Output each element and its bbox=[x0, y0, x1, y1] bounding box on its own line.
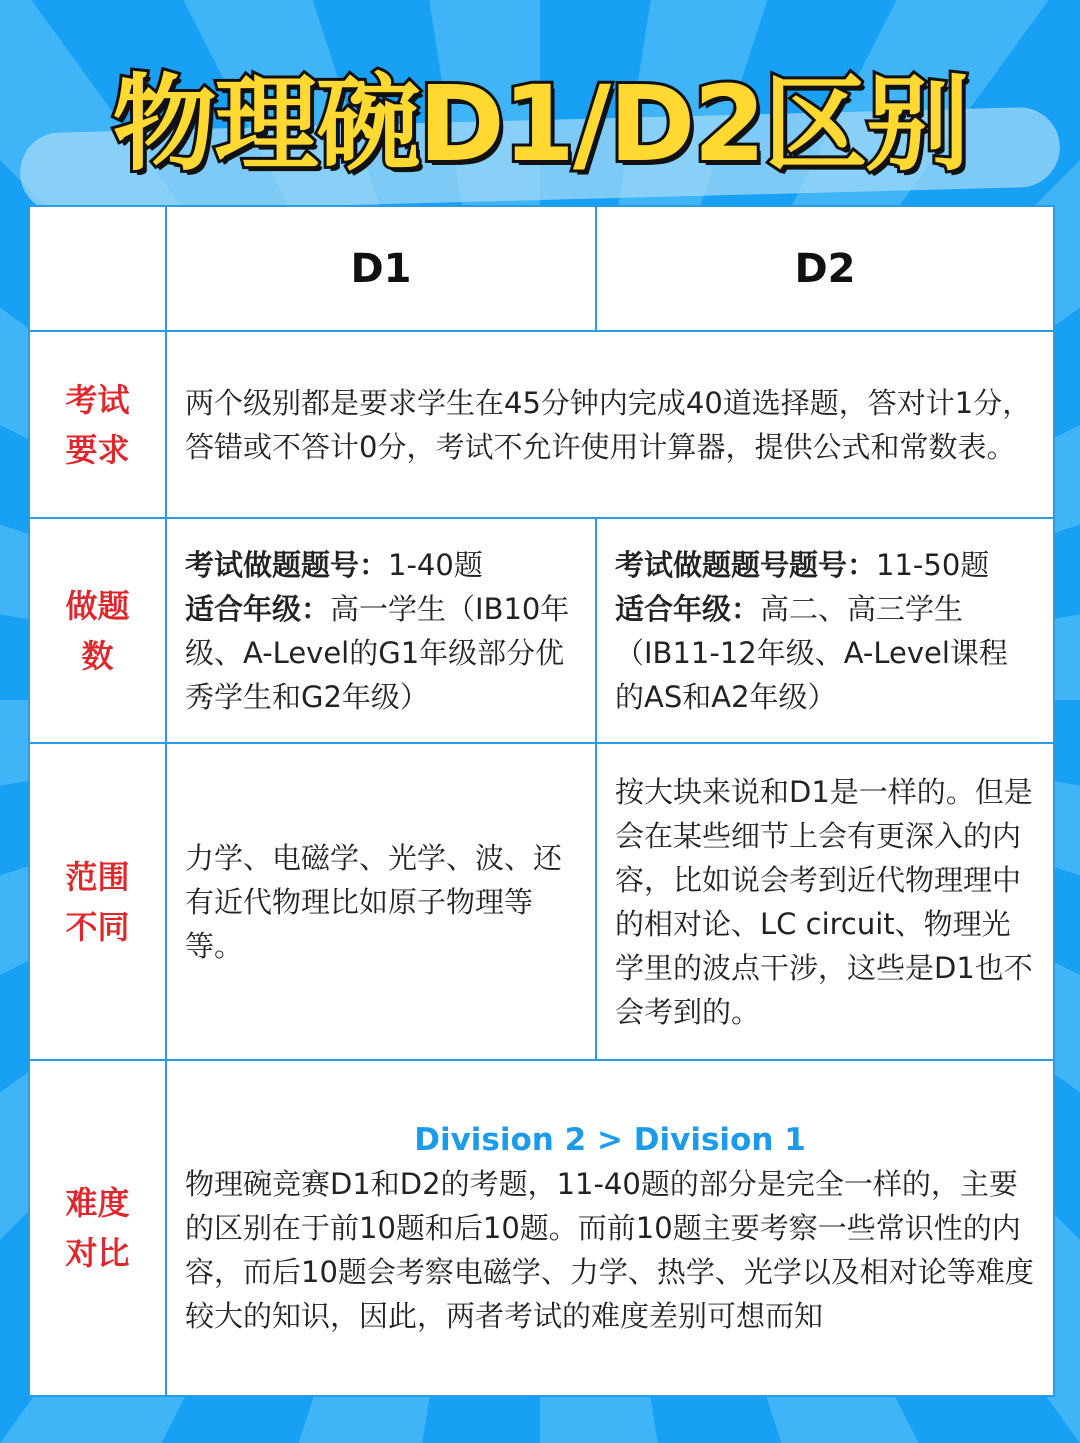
d2-scope: 按大块来说和D1是一样的。但是会在某些细节上会有更深入的内容，比如说会考到近代物理理中的相对论、LC circuit、物理光学里的波点干涉，这些是D1也不会考到的。 bbox=[596, 743, 1054, 1060]
d2-questions: 考试做题题号题号：11-50题 适合年级：高二、高三学生（IB11-12年级、A-Level课程的AS和A2年级） bbox=[596, 518, 1054, 743]
difficulty-heading: Division 2 > Division 1 bbox=[414, 1122, 806, 1158]
difficulty-cell bbox=[166, 1060, 1054, 1396]
row-label: 考试 要求 bbox=[29, 331, 166, 518]
header-d1: D1 bbox=[166, 206, 596, 331]
table-row bbox=[29, 518, 1054, 743]
header-d2: D2 bbox=[596, 206, 1054, 331]
table-row bbox=[29, 331, 1054, 518]
table-row bbox=[29, 743, 1054, 1060]
exam-requirements-text: 两个级别都是要求学生在45分钟内完成40道选择题，答对计1分，答错或不答计0分，考试不允许使用计算器，提供公式和常数表。 bbox=[166, 331, 1054, 518]
comparison-table bbox=[28, 205, 1055, 1397]
d1-scope: 力学、电磁学、光学、波、还有近代物理比如原子物理等等。 bbox=[166, 743, 596, 1060]
difficulty-text: 物理碗竞赛D1和D2的考题，11-40题的部分是完全一样的，主要的区别在于前10题和后10题。而前10题主要考察一些常识性的内容，而后10题会考察电磁学、力学、热学、光学以及相对论等难度较大的知识，因此，两者考试的难度差别可想而知 bbox=[185, 1167, 1034, 1333]
page-title: 物理碗D1/D2区别 bbox=[112, 63, 968, 185]
row-label: 范围 不同 bbox=[29, 743, 166, 1060]
d1-questions: 考试做题题号：1-40题 适合年级：高一学生（IB10年级、A-Level的G1年级部分优秀学生和G2年级） bbox=[166, 518, 596, 743]
header-row bbox=[29, 206, 1054, 331]
row-label: 难度 对比 bbox=[29, 1060, 166, 1396]
row-label: 做题 数 bbox=[29, 518, 166, 743]
table-row bbox=[29, 1060, 1054, 1396]
